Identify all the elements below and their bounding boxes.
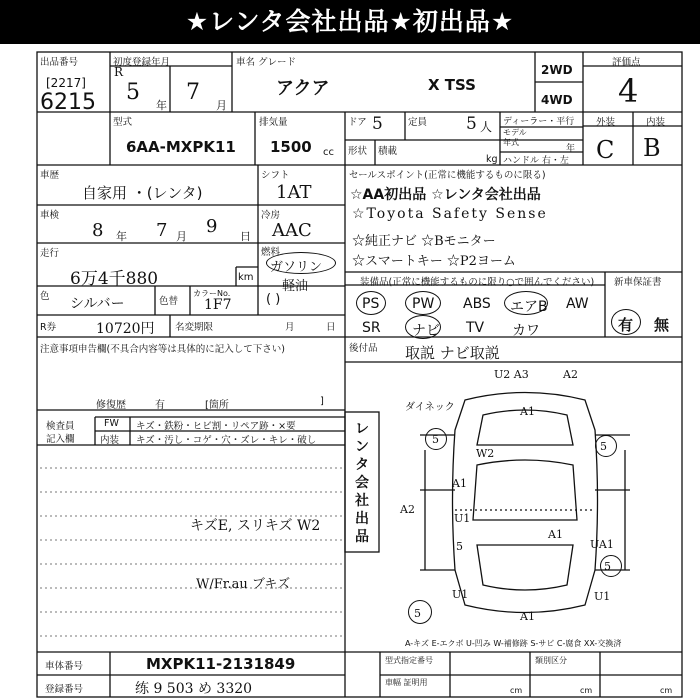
score-label: 評価点 bbox=[612, 57, 641, 68]
diagram-legend: A-キズ E-エクボ U-凹み W-補修跡 S-サビ C-腐食 XX-交換済 bbox=[405, 639, 622, 648]
banner-title: ★レンタ会社出品★初出品★ bbox=[0, 0, 700, 44]
dims-width-unit: cm bbox=[580, 686, 593, 695]
displacement-value: 1500 bbox=[270, 138, 312, 156]
model-label: 型式 bbox=[113, 117, 133, 128]
color-value: シルバー bbox=[70, 296, 125, 312]
registration-value: 练 9 503 め 3320 bbox=[135, 681, 253, 697]
dmg-5-rl: 5 bbox=[414, 607, 421, 620]
color-change-label: 色替 bbox=[159, 296, 179, 307]
drive-2wd: 2WD bbox=[541, 63, 573, 77]
sales-point-2: ☆Toyota Safety Sense bbox=[352, 206, 548, 222]
dims-height-unit: cm bbox=[660, 686, 673, 695]
first-reg-label: 初度登録年月 bbox=[113, 57, 171, 68]
fuel-gasoline: ガソリン bbox=[270, 260, 323, 275]
inspector-label-1: 検査員 bbox=[46, 421, 75, 432]
dmg-5-left: 5 bbox=[456, 540, 463, 553]
dmg-5-fr: 5 bbox=[600, 440, 607, 453]
inspector-fw-label: FW bbox=[104, 418, 119, 429]
equip-pw-circle bbox=[405, 291, 441, 315]
color-code-label: カラーNo. bbox=[193, 289, 231, 298]
dmg-ua1: UA1 bbox=[590, 538, 614, 551]
sales-point-3: ☆純正ナビ ☆Bモニター bbox=[352, 234, 496, 249]
first-reg-year-unit: 年 bbox=[156, 99, 167, 112]
dmg-circle-fr bbox=[595, 435, 617, 457]
inspection-year: 8 bbox=[92, 220, 104, 241]
fuel-label: 燃料 bbox=[261, 247, 281, 258]
color-label: 色 bbox=[40, 291, 50, 302]
score-value: 4 bbox=[618, 72, 639, 110]
dealer-label: ディーラー・平行 bbox=[503, 117, 575, 127]
inspection-year-unit: 年 bbox=[116, 230, 127, 243]
cooler-value: AAC bbox=[272, 220, 312, 241]
fuel-diesel: 軽油 bbox=[282, 279, 309, 294]
displacement-label: 排気量 bbox=[259, 117, 288, 128]
repair-location: [箇所 bbox=[205, 400, 229, 411]
mileage-unit: km bbox=[238, 272, 254, 283]
registration-label: 登録番号 bbox=[45, 684, 84, 695]
capacity-label: 定員 bbox=[408, 117, 428, 128]
name-change-label: 名変期限 bbox=[175, 322, 214, 333]
equip-sr: SR bbox=[362, 320, 381, 336]
sales-point-1: ☆AA初出品 ☆レンタ会社出品 bbox=[350, 187, 541, 203]
equip-navi: ナビ bbox=[412, 323, 440, 339]
chassis-label: 車体番号 bbox=[45, 661, 84, 672]
dmg-u1-right: U1 bbox=[594, 590, 611, 603]
equip-abs: ABS bbox=[463, 296, 491, 312]
warranty-no: 無 bbox=[654, 316, 670, 334]
mileage-value: 6万4千880 bbox=[70, 269, 159, 289]
type-designation-label: 型式指定番号 bbox=[385, 656, 433, 665]
lot-label: 出品番号 bbox=[40, 57, 79, 68]
inspection-month-unit: 月 bbox=[176, 230, 187, 243]
equip-airbag: エアB bbox=[510, 299, 548, 315]
model-value: 6AA-MXPK11 bbox=[126, 138, 236, 156]
load-label: 積載 bbox=[378, 146, 398, 157]
inspector-int-text: キズ・汚し・コゲ・穴・ズレ・キレ・破し bbox=[136, 435, 317, 446]
car-label: 車名 グレード bbox=[236, 57, 297, 68]
cooler-label: 冷房 bbox=[261, 210, 281, 221]
dmg-circle-rr bbox=[600, 555, 622, 577]
name-change-month: 月 bbox=[285, 322, 295, 333]
dmg-circle-rl bbox=[408, 600, 432, 624]
history-label: 車歴 bbox=[40, 170, 60, 181]
first-reg-month-unit: 月 bbox=[216, 99, 227, 112]
equip-leather: カワ bbox=[512, 323, 540, 339]
inspection-day-unit: 日 bbox=[240, 230, 251, 243]
class-label: 類別区分 bbox=[535, 656, 567, 665]
dmg-a1-left: A1 bbox=[452, 477, 467, 490]
first-reg-era: R bbox=[114, 65, 124, 79]
equipment-label: 装備品(正常に機能するものに限り○で囲んでください) bbox=[360, 277, 595, 288]
equip-tv: TV bbox=[466, 320, 485, 336]
dmg-a1-rear: A1 bbox=[520, 610, 535, 623]
notes-label: 注意事項申告欄(不具合内容等は具体的に記入して下さい) bbox=[40, 344, 285, 355]
repair-label: 修復歴 bbox=[96, 400, 126, 411]
first-reg-month: 7 bbox=[186, 80, 200, 105]
name-change-day: 日 bbox=[326, 322, 336, 333]
warranty-yes: 有 bbox=[618, 316, 634, 334]
inspection-month: 7 bbox=[156, 220, 168, 241]
chassis-value: MXPK11-2131849 bbox=[146, 655, 296, 673]
dims-len-unit: cm bbox=[510, 686, 523, 695]
dmg-5-fl: 5 bbox=[432, 433, 439, 446]
sales-points-label: セールスポイント(正常に機能するものに限る) bbox=[349, 170, 546, 181]
exterior-value: C bbox=[596, 136, 615, 164]
note-handwritten-2: W/Fr.au ブキズ bbox=[196, 577, 291, 592]
displacement-unit: cc bbox=[323, 147, 334, 158]
model-year-label: モデル 年式 bbox=[503, 128, 527, 147]
doors-value: 5 bbox=[372, 114, 383, 134]
car-grade: X TSS bbox=[428, 76, 476, 94]
capacity-unit: 人 bbox=[480, 120, 493, 134]
rental-stamp: レンタ会社出品 bbox=[355, 421, 369, 545]
shape-label: 形状 bbox=[348, 146, 368, 157]
dmg-note-top: ダイネック bbox=[405, 402, 455, 413]
inspector-fw-text: キズ・鉄粉・ヒビ割・リペア跡・×要 bbox=[136, 421, 296, 432]
interior-value: B bbox=[643, 134, 661, 162]
warranty-label: 新車保証書 bbox=[614, 277, 662, 288]
car-name: アクア bbox=[276, 78, 330, 99]
interior-label: 内装 bbox=[646, 117, 666, 128]
equip-ps: PS bbox=[362, 296, 380, 312]
shift-label: シフト bbox=[261, 170, 290, 181]
capacity-value: 5 bbox=[466, 114, 477, 134]
drive-4wd: 4WD bbox=[541, 93, 573, 107]
dmg-a1-hood: A1 bbox=[520, 405, 535, 418]
equip-navi-circle bbox=[405, 315, 441, 339]
dims-label: 車幅 証明用 bbox=[385, 678, 428, 687]
handle-label: ハンドル 右・左 bbox=[503, 156, 569, 166]
inspector-label-2: 記入欄 bbox=[46, 434, 75, 445]
lot-small: [2217] bbox=[46, 76, 86, 90]
inspection-label: 車検 bbox=[40, 210, 60, 221]
mileage-label: 走行 bbox=[40, 248, 60, 259]
shift-value: 1AT bbox=[276, 182, 312, 203]
equip-ps-circle bbox=[356, 291, 386, 315]
equip-aw: AW bbox=[566, 296, 589, 312]
dmg-a2-top: A2 bbox=[563, 368, 578, 381]
dmg-a1-right: A1 bbox=[548, 528, 563, 541]
color-code: 1F7 bbox=[204, 297, 232, 313]
repair-has: 有 bbox=[155, 400, 165, 411]
sales-point-4: ☆スマートキー ☆P2ヨーム bbox=[352, 254, 516, 269]
fuel-other: ( ) bbox=[266, 292, 281, 307]
dmg-u1-rear: U1 bbox=[452, 588, 469, 601]
dmg-a2-left: A2 bbox=[400, 503, 415, 516]
fuel-circle bbox=[266, 252, 336, 274]
inspector-int-label: 内装 bbox=[100, 435, 120, 446]
first-reg-year: 5 bbox=[126, 80, 140, 105]
load-unit: kg bbox=[486, 154, 498, 165]
aftermarket-value: 取説 ナビ取説 bbox=[405, 344, 500, 362]
note-handwritten-1: キズE, スリキズ W2 bbox=[190, 518, 321, 534]
dmg-5-rr: 5 bbox=[604, 560, 611, 573]
history-value: 自家用 ・(レンタ) bbox=[82, 184, 203, 202]
dmg-u1-left: U1 bbox=[454, 512, 471, 525]
doors-label: ドア bbox=[348, 117, 367, 128]
lot-number: 6215 bbox=[40, 90, 96, 115]
exterior-label: 外装 bbox=[596, 117, 616, 128]
equip-airbag-circle bbox=[504, 291, 548, 315]
model-year-unit: 年 bbox=[566, 144, 576, 154]
dmg-u2a3: U2 A3 bbox=[494, 368, 529, 381]
equip-pw: PW bbox=[412, 296, 435, 312]
dmg-w2: W2 bbox=[476, 447, 495, 460]
recycle-value: 10720円 bbox=[96, 321, 155, 337]
dmg-circle-fl bbox=[425, 428, 447, 450]
warranty-circle bbox=[611, 309, 641, 335]
repair-close: ] bbox=[320, 396, 324, 407]
recycle-label: R券 bbox=[40, 322, 57, 333]
aftermarket-label: 後付品 bbox=[349, 343, 378, 354]
inspection-day: 9 bbox=[206, 216, 218, 237]
